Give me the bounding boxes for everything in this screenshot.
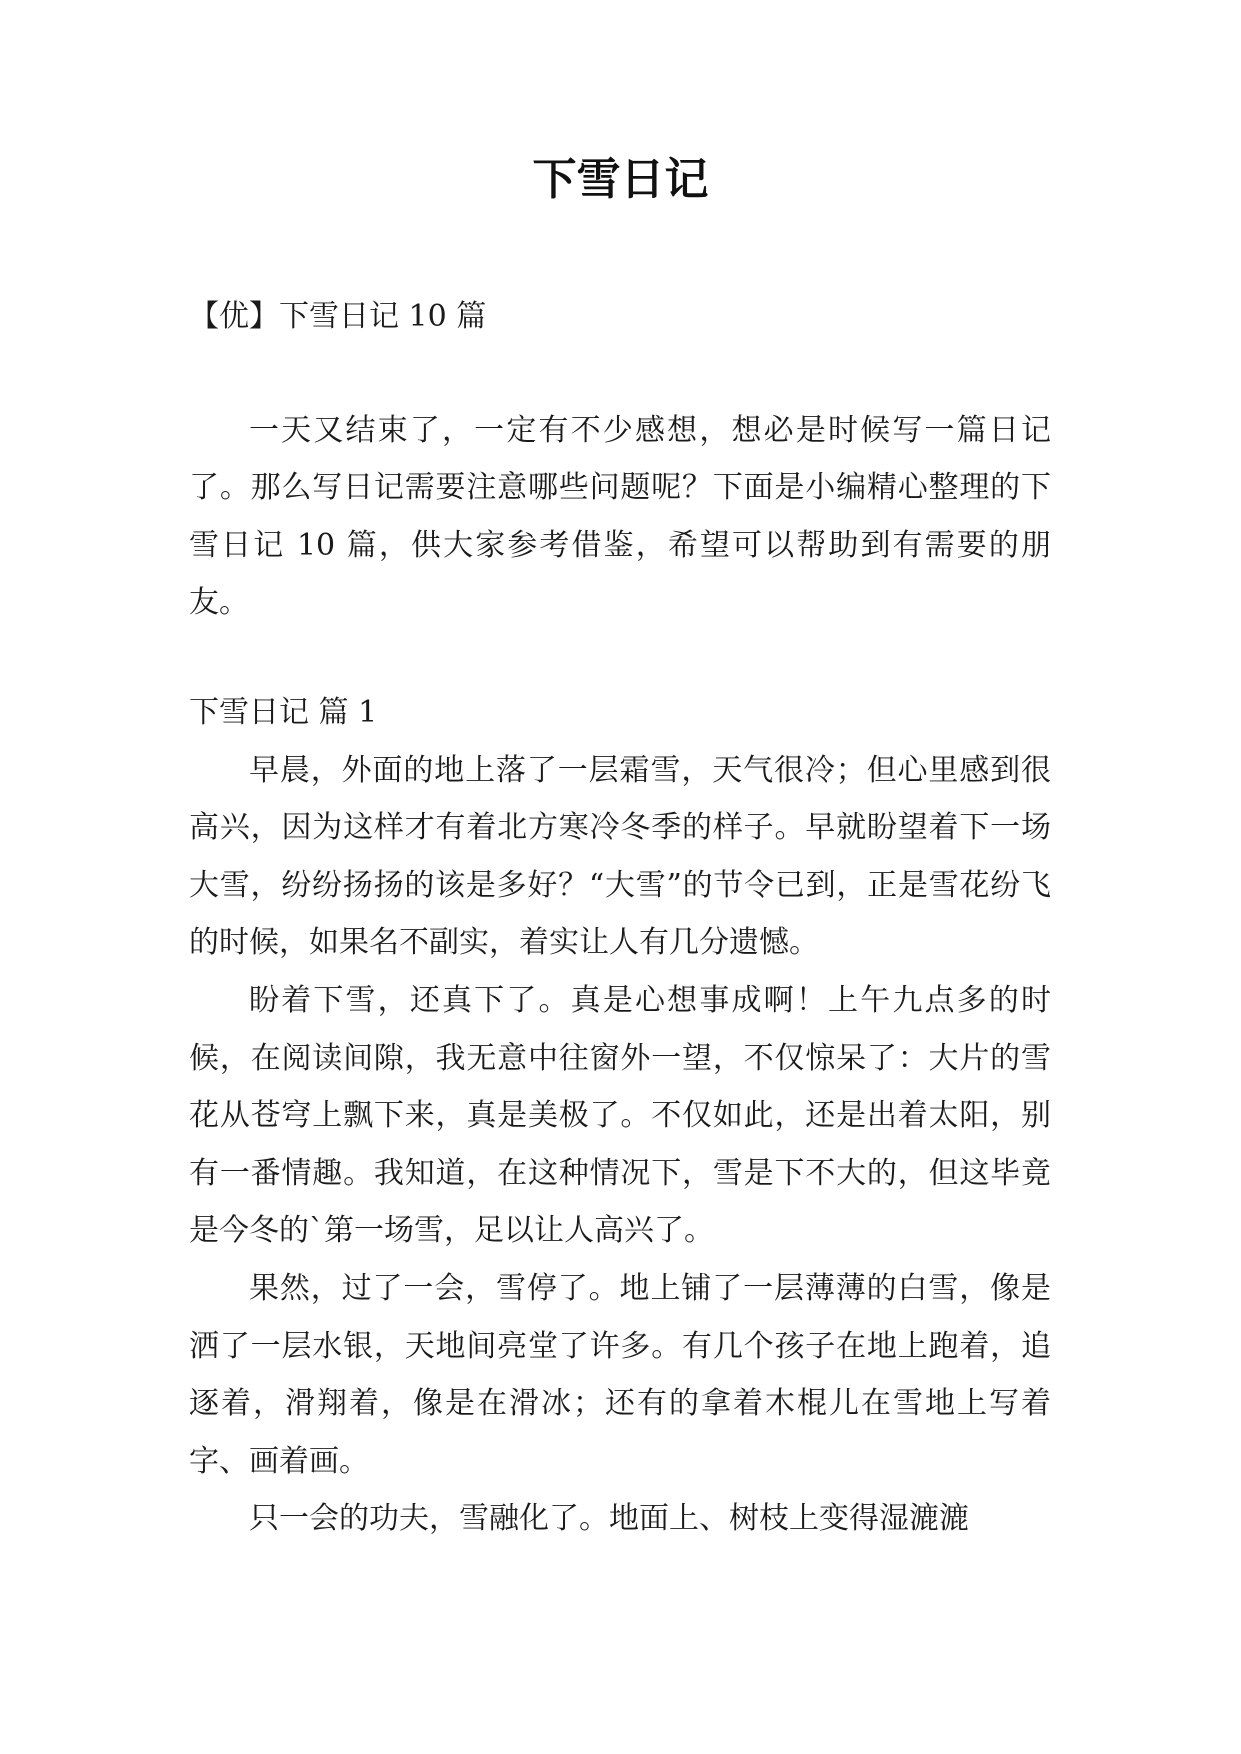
document-body	[189, 288, 1051, 1548]
body-paragraph-4: 只一会的功夫，雪融化了。地面上、树枝上变得湿漉漉	[249, 1501, 969, 1537]
document-subtitle: 【优】下雪日记 10 篇	[189, 299, 487, 334]
body-paragraph-2: 盼着下雪，还真下了。真是心想事成啊！上午九点多的时候，在阅读间隙，我无意中往窗外一望，不仅惊呆了：大片的雪花从苍穹上飘下来，真是美极了。不仅如此，还是出着太阳，别有一番情趣。我知道，在这种情况下，雪是下不大的，但这毕竟是今冬的`第一场雪，足以让人高兴了。	[189, 982, 1051, 1249]
intro-paragraph: 一天又结束了，一定有不少感想，想必是时候写一篇日记了。那么写日记需要注意哪些问题呢？下面是小编精心整理的下雪日记 10 篇，供大家参考借鉴，希望可以帮助到有需要的朋友。	[189, 412, 1051, 621]
body-paragraph-1: 早晨，外面的地上落了一层霜雪，天气很冷；但心里感到很高兴，因为这样才有着北方寒冷冬季的样子。早就盼望着下一场大雪，纷纷扬扬的该是多好？“大雪”的节令已到，正是雪花纷飞的时候，如果名不副实，着实让人有几分遗憾。	[189, 752, 1051, 961]
body-paragraph-3: 果然，过了一会，雪停了。地上铺了一层薄薄的白雪，像是洒了一层水银，天地间亮堂了许多。有几个孩子在地上跑着，追逐着，滑翔着，像是在滑冰；还有的拿着木棍儿在雪地上写着字、画着画。	[189, 1270, 1051, 1479]
document-title: 下雪日记	[532, 154, 709, 205]
section-title: 下雪日记 篇 1	[189, 694, 378, 730]
